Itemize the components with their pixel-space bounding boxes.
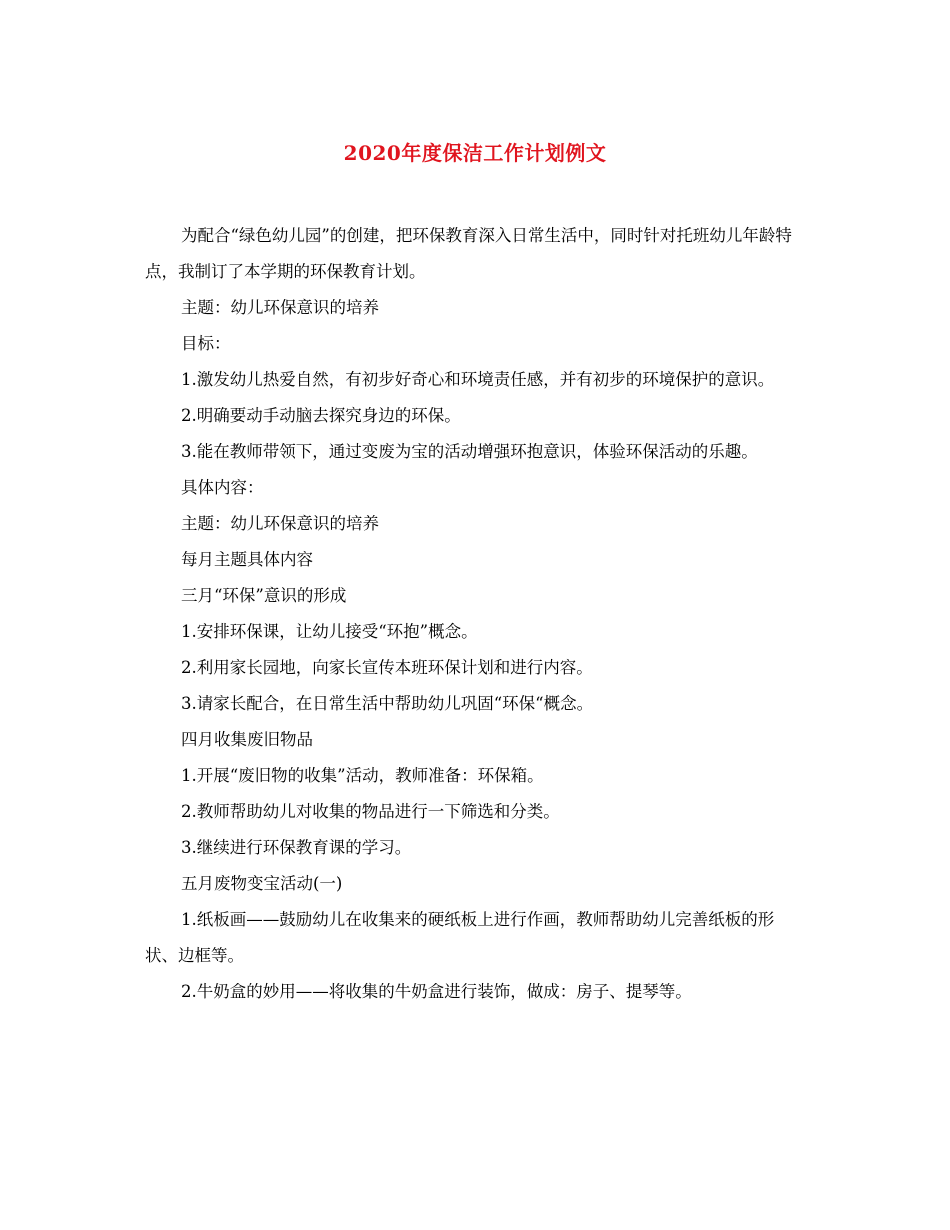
paragraph: 2.牛奶盒的妙用——将收集的牛奶盒进行装饰，做成：房子、提琴等。 — [181, 982, 692, 1001]
paragraph: 三月“环保”意识的形成 — [181, 586, 347, 605]
paragraph: 3.能在教师带领下，通过变废为宝的活动增强环抱意识，体验环保活动的乐趣。 — [181, 442, 758, 461]
paragraph: 2.教师帮助幼儿对收集的物品进行一下筛选和分类。 — [181, 802, 560, 821]
paragraph: 为配合“绿色幼儿园”的创建，把环保教育深入日常生活中，同时针对托班幼儿年龄特点，我制订了本学期的环保教育计划。 — [145, 226, 792, 281]
paragraph: 五月废物变宝活动(一) — [181, 874, 343, 893]
paragraph: 每月主题具体内容 — [181, 550, 313, 569]
document-title: 2020年度保洁工作计划例文 — [343, 141, 607, 165]
document-body — [145, 218, 805, 1010]
paragraph: 3.继续进行环保教育课的学习。 — [181, 838, 412, 857]
paragraph: 主题：幼儿环保意识的培养 — [181, 514, 379, 533]
paragraph: 1.激发幼儿热爱自然，有初步好奇心和环境责任感，并有初步的环境保护的意识。 — [181, 370, 775, 389]
paragraph: 1.纸板画——鼓励幼儿在收集来的硬纸板上进行作画，教师帮助幼儿完善纸板的形状、边框等。 — [145, 910, 775, 965]
paragraph: 3.请家长配合，在日常生活中帮助幼儿巩固“环保“概念。 — [181, 694, 594, 713]
paragraph: 1.开展“废旧物的收集”活动，教师准备：环保箱。 — [181, 766, 544, 785]
paragraph: 主题：幼儿环保意识的培养 — [181, 298, 379, 317]
paragraph: 具体内容： — [181, 478, 264, 497]
paragraph: 2.利用家长园地，向家长宣传本班环保计划和进行内容。 — [181, 658, 593, 677]
paragraph: 四月收集废旧物品 — [181, 730, 313, 749]
paragraph: 2.明确要动手动脑去探究身边的环保。 — [181, 406, 461, 425]
paragraph: 1.安排环保课，让幼儿接受“环抱”概念。 — [181, 622, 478, 641]
paragraph: 目标： — [181, 334, 231, 353]
